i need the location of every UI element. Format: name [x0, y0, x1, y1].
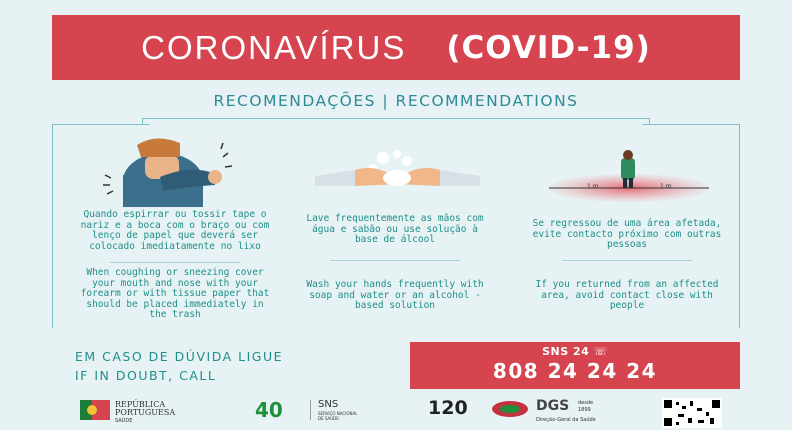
recommendation-3-pt: Se regressou de uma área afetada, evite contacto próximo com outras pessoas [532, 218, 722, 250]
recommendation-2-pt: Lave frequentemente as mãos com água e sabão ou use solução à base de álcool [306, 213, 484, 245]
title-main: CORONAVÍRUS [141, 28, 407, 66]
qr-code-icon[interactable] [662, 398, 722, 428]
dgs-icon [490, 400, 530, 418]
contact-line-pt: EM CASO DE DÚVIDA LIGUE [75, 349, 284, 364]
washing-hands-illustration [315, 148, 480, 198]
title-banner [52, 15, 740, 80]
phone-number[interactable]: 808 24 24 24 [492, 359, 658, 383]
distancing-illustration [545, 150, 715, 205]
sneezing-person-illustration [85, 135, 240, 207]
recommendation-1-en: When coughing or sneezing cover your mouth and nose with your forearm or with tissue paper that should be placed immediately in the trash [80, 267, 270, 320]
dgs-since-1: desde [578, 400, 594, 406]
dgs-label: DGS [536, 398, 570, 414]
divider-3 [562, 260, 692, 261]
contact-text [75, 347, 283, 385]
title-code: (COVID-19) [446, 29, 651, 66]
recommendation-2-en: Wash your hands frequently with soap and water or an alcohol -based solution [306, 279, 484, 311]
republica-line-1: REPÚBLICA [115, 400, 166, 409]
subtitle: RECOMENDAÇÕES | RECOMMENDATIONS [213, 92, 579, 110]
distance-label-right: 1 m [660, 183, 672, 190]
distance-label-left: 1 m [587, 183, 599, 190]
recommendation-1-pt: Quando espirrar ou tossir tape o nariz e a boca com o braço ou com lenço de papel que deverá ser colocado imediatamente no lixo [80, 209, 270, 252]
dgs-sub: Direção-Geral da Saúde [536, 417, 596, 423]
dgs-since-2: 1899 [578, 407, 591, 413]
republica-line-3: SAÚDE [115, 418, 133, 424]
sns-40-logo: 40 [255, 398, 283, 422]
sns-label: SNS [318, 399, 339, 410]
service-label: SNS 24 ☏ [542, 345, 608, 358]
dgs-120-logo: 120 [428, 397, 468, 419]
footer-logos [0, 398, 792, 430]
phone-icon: ☏ [593, 345, 608, 358]
portugal-flag-icon [80, 400, 110, 420]
divider-2 [330, 260, 460, 261]
republica-line-2: PORTUGUESA [115, 408, 176, 417]
divider-1 [110, 262, 240, 263]
sns-divider [310, 400, 311, 420]
recommendation-3-en: If you returned from an affected area, avoid contact close with people [535, 279, 719, 311]
sns-sub: SERVIÇO NACIONAL DE SAÚDE [318, 411, 358, 421]
contact-line-en: IF IN DOUBT, CALL [75, 368, 217, 383]
phone-box [410, 342, 740, 389]
